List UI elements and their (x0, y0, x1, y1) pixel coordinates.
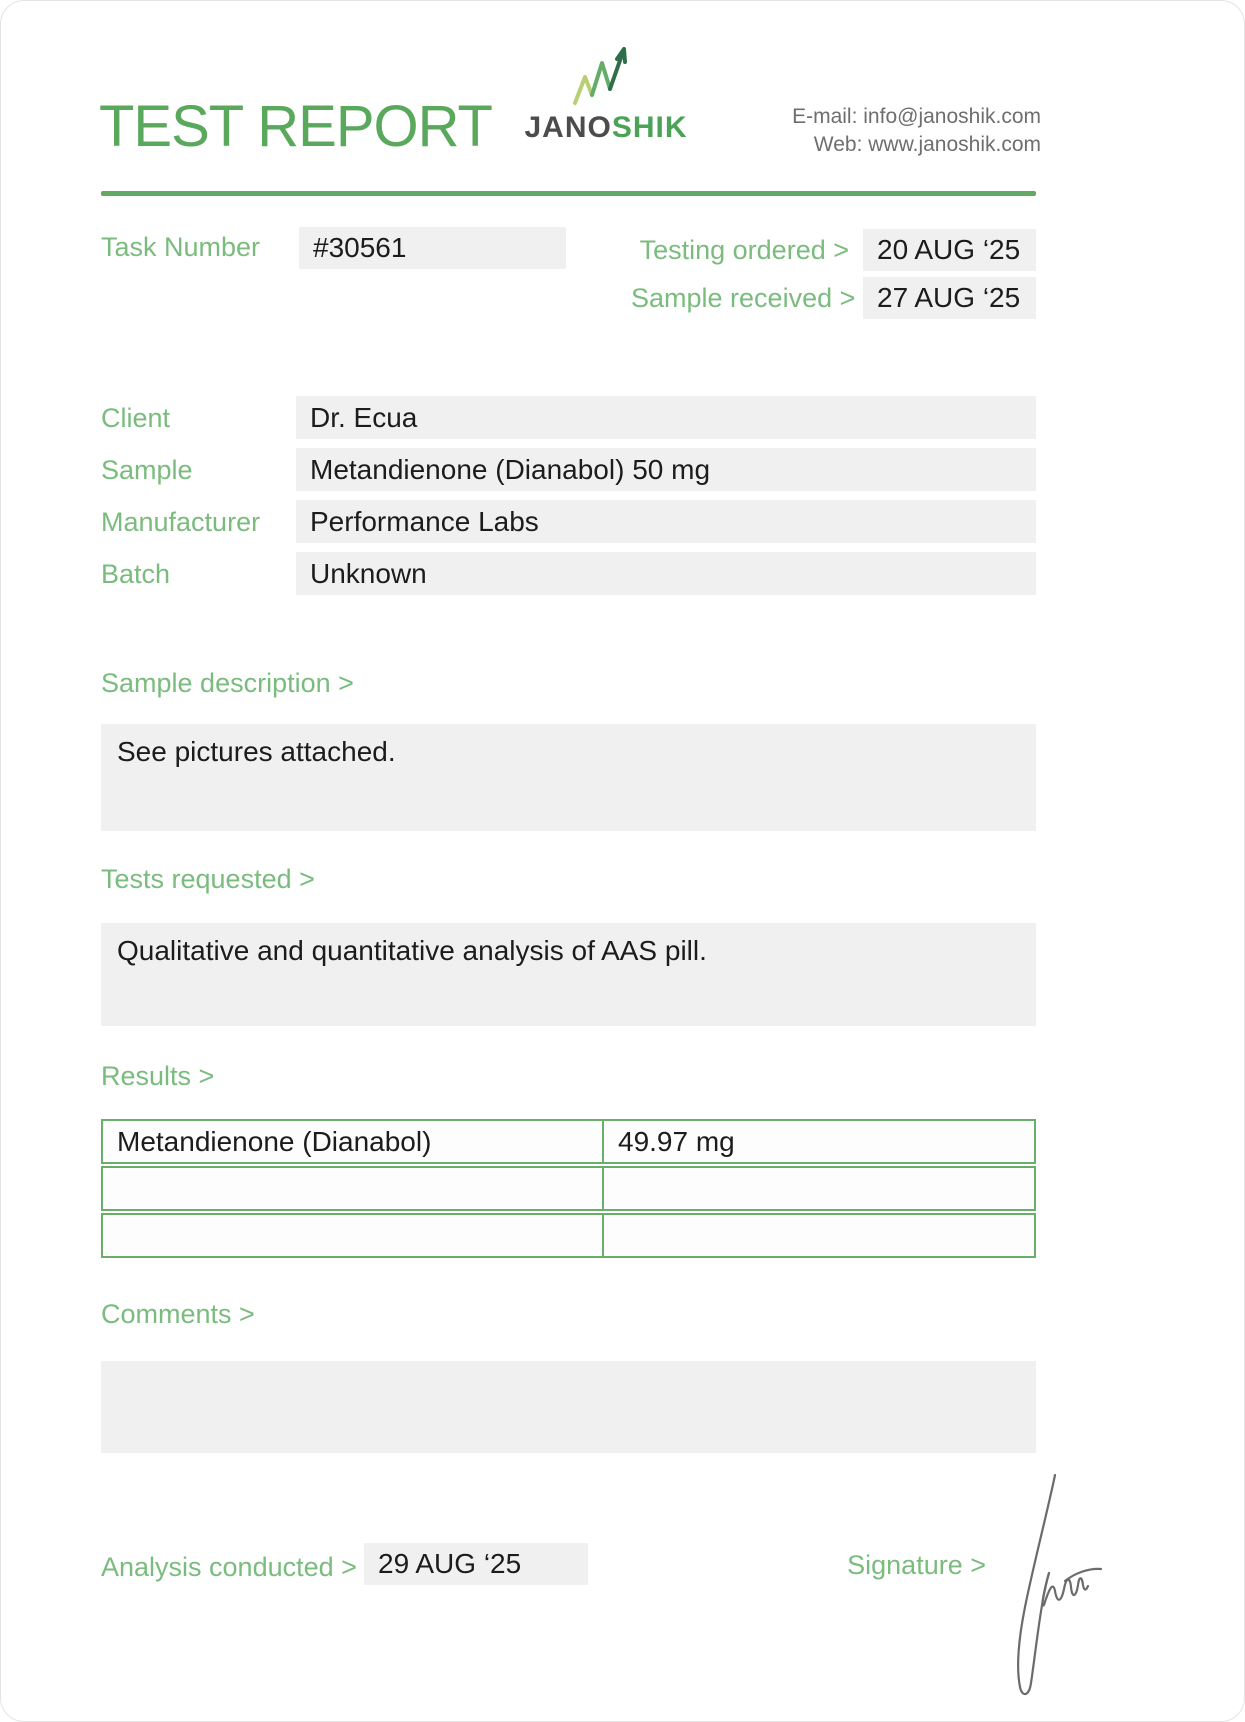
tests-requested-text: Qualitative and quantitative analysis of AAS pill. (117, 935, 707, 966)
sample-description-text: See pictures attached. (117, 736, 396, 767)
client-value: Dr. Ecua (296, 396, 1036, 439)
analysis-conducted-value: 29 AUG ‘25 (364, 1543, 588, 1585)
manufacturer-label: Manufacturer (101, 507, 261, 537)
manufacturer-value: Performance Labs (296, 500, 1036, 543)
analysis-conducted-label: Analysis conducted > (101, 1552, 357, 1582)
sample-value: Metandienone (Dianabol) 50 mg (296, 448, 1036, 491)
result-substance: Metandienone (Dianabol) (101, 1119, 603, 1164)
brand-logo (506, 45, 706, 145)
client-label: Client (101, 403, 171, 433)
table-row (101, 1119, 1036, 1164)
task-number-value: #30561 (299, 227, 566, 269)
comments-box (101, 1361, 1036, 1453)
header-divider (101, 191, 1036, 196)
results-label: Results > (101, 1061, 215, 1091)
result-substance (101, 1213, 603, 1258)
contact-email: E-mail: info@janoshik.com (792, 105, 1041, 128)
logo-wordmark-secondary: SHIK (611, 111, 688, 144)
signature-scribble (1009, 1469, 1113, 1713)
result-amount: 49.97 mg (603, 1119, 1036, 1164)
logo-wordmark-primary: JANO (524, 111, 612, 144)
contact-block (736, 103, 1041, 159)
sample-received-value: 27 AUG ‘25 (863, 277, 1036, 319)
tests-requested-box (101, 923, 1036, 1026)
batch-label: Batch (101, 559, 171, 589)
signature-label: Signature > (847, 1550, 986, 1580)
result-amount (603, 1213, 1036, 1258)
contact-web: Web: www.janoshik.com (813, 133, 1041, 156)
table-row (101, 1213, 1036, 1258)
logo-wordmark (506, 111, 706, 145)
testing-ordered-label: Testing ordered > (639, 235, 849, 265)
results-table (101, 1119, 1036, 1260)
result-amount (603, 1166, 1036, 1211)
sample-label: Sample (101, 455, 193, 485)
batch-value: Unknown (296, 552, 1036, 595)
sample-description-label: Sample description > (101, 668, 354, 698)
result-substance (101, 1166, 603, 1211)
sample-description-box (101, 724, 1036, 831)
page-title: TEST REPORT (99, 94, 492, 159)
comments-label: Comments > (101, 1299, 255, 1329)
testing-ordered-value: 20 AUG ‘25 (863, 229, 1036, 271)
tests-requested-label: Tests requested > (101, 864, 315, 894)
sample-received-label: Sample received > (631, 283, 856, 313)
chart-logo-icon (569, 45, 643, 109)
table-row (101, 1166, 1036, 1211)
task-number-label: Task Number (101, 232, 261, 262)
